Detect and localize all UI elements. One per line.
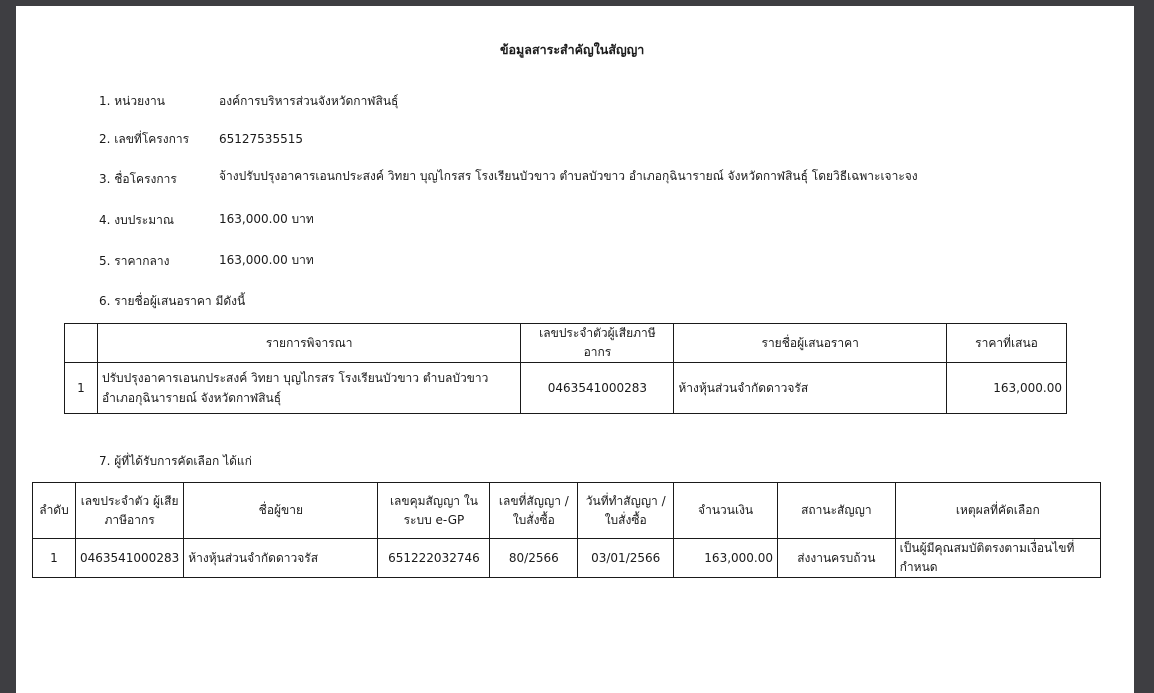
- selected-col-amount: จำนวนเงิน: [674, 483, 778, 539]
- field-value-project-name: จ้างปรับปรุงอาคารเอนกประสงค์ วิทยา บุญไกรสร โรงเรียนบัวขาว ตำบลบัวขาว อำเภอกุฉินารายณ์ จังหวัดกาฬสินธุ์ โดยวิธีเฉพาะเจาะจง: [219, 169, 918, 183]
- field-value-median-price: 163,000.00 บาท: [219, 253, 314, 267]
- bidder-row-name: ห้างหุ้นส่วนจำกัดดาวจรัส: [674, 363, 947, 414]
- selected-row-tax-id: 0463541000283: [75, 539, 183, 578]
- field-value-agency: องค์การบริหารส่วนจังหวัดกาฬสินธุ์: [219, 94, 399, 108]
- bidders-col-price: ราคาที่เสนอ: [947, 324, 1067, 363]
- bidders-table-header: [65, 324, 1067, 363]
- bidder-row-no: 1: [65, 363, 98, 414]
- document-title: ข้อมูลสาระสำคัญในสัญญา: [500, 42, 645, 57]
- selected-row-amount: 163,000.00: [674, 539, 778, 578]
- bidder-row-price: 163,000.00: [947, 363, 1067, 414]
- selected-col-egp: เลขคุมสัญญา ในระบบ e-GP: [378, 483, 490, 539]
- selected-col-seller: ชื่อผู้ขาย: [184, 483, 378, 539]
- selected-row-date: 03/01/2566: [578, 539, 674, 578]
- selected-col-tax-id: เลขประจำตัว ผู้เสียภาษีอากร: [75, 483, 183, 539]
- table-row: [65, 363, 1067, 414]
- field-value-budget: 163,000.00 บาท: [219, 212, 314, 226]
- selected-col-no: ลำดับ: [33, 483, 76, 539]
- field-label-median-price: 5. ราคากลาง: [99, 254, 170, 268]
- field-label-project-no: 2. เลขที่โครงการ: [99, 132, 190, 146]
- field-label-budget: 4. งบประมาณ: [99, 213, 175, 227]
- selected-col-status: สถานะสัญญา: [778, 483, 896, 539]
- selected-col-contract-no: เลขที่สัญญา / ใบสั่งซื้อ: [490, 483, 578, 539]
- field-value-project-no: 65127535515: [219, 132, 303, 146]
- section6-heading: 6. รายชื่อผู้เสนอราคา มีดังนี้: [99, 294, 246, 308]
- bidders-col-blank: [65, 324, 98, 363]
- bidders-col-item: รายการพิจารณา: [97, 324, 520, 363]
- selected-row-no: 1: [33, 539, 76, 578]
- selected-col-reason: เหตุผลที่คัดเลือก: [895, 483, 1100, 539]
- selected-row-egp: 651222032746: [378, 539, 490, 578]
- field-label-project-name: 3. ชื่อโครงการ: [99, 172, 177, 186]
- selected-row-seller: ห้างหุ้นส่วนจำกัดดาวจรัส: [184, 539, 378, 578]
- bidders-col-bidder: รายชื่อผู้เสนอราคา: [674, 324, 947, 363]
- document-page: [16, 6, 1134, 693]
- selected-table-header: [33, 483, 1101, 539]
- section7-heading: 7. ผู้ที่ได้รับการคัดเลือก ได้แก่: [99, 454, 252, 468]
- bidder-row-item: ปรับปรุงอาคารเอนกประสงค์ วิทยา บุญไกรสร โรงเรียนบัวขาว ตำบลบัวขาว อำเภอกุฉินารายณ์ จังหวัดกาฬสินธุ์: [97, 363, 520, 414]
- selected-row-status: ส่งงานครบถ้วน: [778, 539, 896, 578]
- selected-row-reason: เป็นผู้มีคุณสมบัติตรงตามเงื่อนไขที่กำหนด: [895, 539, 1100, 578]
- table-row: [33, 539, 1101, 578]
- selected-row-contract-no: 80/2566: [490, 539, 578, 578]
- bidders-table: [64, 323, 1067, 414]
- selected-col-date: วันที่ทำสัญญา / ใบสั่งซื้อ: [578, 483, 674, 539]
- bidders-col-tax-id: เลขประจำตัวผู้เสียภาษีอากร: [521, 324, 674, 363]
- selected-vendor-table: [32, 482, 1101, 578]
- bidder-row-tax-id: 0463541000283: [521, 363, 674, 414]
- field-label-agency: 1. หน่วยงาน: [99, 94, 165, 108]
